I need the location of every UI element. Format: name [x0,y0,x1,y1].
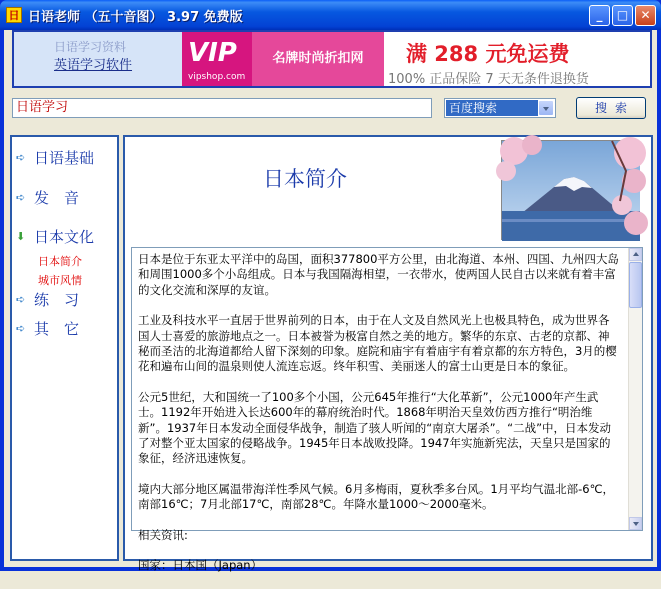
sidebar-item-label: 发 音 [34,189,80,207]
search-input[interactable]: 日语学习 [12,98,432,118]
sidebar-item-label: 练 习 [34,291,80,309]
page-title: 日本简介 [263,167,347,191]
article-text [138,252,620,589]
arrow-right-icon: ➪ [16,322,26,335]
app-icon: 日 [6,7,22,23]
vip-slogan[interactable]: 名牌时尚折扣网 [252,32,384,86]
arrow-down-icon: ⬇ [16,230,26,243]
client-area [4,30,657,573]
sidebar-item-practice[interactable] [16,289,79,311]
article-paragraph: 公元5世纪，大和国统一了100多个小国，公元645年推行“大化革新”，公元1000年产生武士。1192年开始进入长达600年的幕府统治时代。1868年明治天皇效仿西方推行“明治维新”。1937年日本发动全面侵华战争，制造了骇人听闻的“南京大屠杀”。“二战”中，日本发动了对整个亚太国家的侵略战争。1945年日本战败投降。1947年实施新宪法，天皇只是国家的象征，经济迅速恢复。 [138,389,612,466]
sidebar-item-label: 日语基础 [34,149,95,167]
sidebar-item-culture[interactable] [16,226,94,248]
scroll-up-button[interactable] [629,248,642,261]
search-button[interactable]: 搜索 [576,97,646,119]
arrow-right-icon: ➪ [16,191,26,204]
ad-banner[interactable] [12,30,652,88]
minimize-button[interactable] [589,5,610,26]
window-title: 日语老师 （五十音图） 3.97 免费版 [28,10,243,25]
mount-fuji-icon [502,141,640,241]
sidebar-item-label: 其 它 [34,320,80,338]
search-engine-value: 百度搜索 [446,100,538,116]
vip-logo-text: VIP [188,38,237,68]
promo-subtext: 100% 正品保险 7 天无条件退换货 [388,72,589,87]
vertical-scrollbar[interactable] [628,248,642,530]
search-engine-select[interactable] [444,98,556,118]
article-paragraph: 相关资讯: [138,527,188,542]
arrow-right-icon: ➪ [16,151,26,164]
sidebar-item-other[interactable] [16,318,79,340]
text-ad[interactable] [14,32,182,86]
minimize-icon: _ [596,8,603,22]
ad-ghost-text: 日语学习资料 [54,40,127,54]
sidebar-item-label: 日本文化 [34,228,95,246]
article-textbox[interactable] [131,247,643,573]
article-paragraph: 境内大部分地区属温带海洋性季风气候。6月多梅雨，夏秋季多台风。1月平均气温北部-6℃，南部16℃；7月北部17℃，南部28℃。年降水量1000～2000毫米。 [138,481,615,512]
close-icon: ✕ [640,8,651,22]
mount-fuji-image [501,140,639,240]
title-bar[interactable] [0,0,661,30]
ad-link[interactable]: 英语学习软件 [54,58,133,73]
maximize-icon: □ [616,8,629,22]
sidebar [10,135,119,561]
promo-text: 满 288 元免运费 [406,42,570,66]
scroll-down-button[interactable] [629,517,642,530]
vip-promo[interactable] [384,32,650,86]
article-paragraph: 国家：日本国（Japan） [138,558,263,573]
article-paragraph: 工业及科技水平一直居于世界前列的日本，由于在人文及自然风光上也极具特色，成为世界各国人士喜爱的旅游地点之一。日本被誉为极富自然之美的地方。繁华的东京、古老的京都、神秘而圣洁的北海道都给人留下深刻的印象。庭院和庙宇有着庙宇有着京都的东方特色，3月的樱花和遍布山间的温泉则使人流连忘返。终年积雪、美丽迷人的富士山更是日本的象征。 [138,313,617,374]
content-panel [123,135,653,573]
vip-site-text: vipshop.com [188,72,246,82]
maximize-button[interactable] [612,5,633,26]
vipshop-logo[interactable] [182,32,252,86]
scroll-thumb[interactable] [629,262,642,308]
arrow-right-icon: ➪ [16,293,26,306]
sidebar-subitem-city[interactable]: 城市风情 [38,274,82,287]
article-paragraph: 日本是位于东亚太平洋中的岛国，面积377800平方公里，由北海道、本州、四国、九州四大岛和周围1000多个小岛组成。日本与我国隔海相望，一衣带水，使两国人民自古以来就有着丰富的文化交流和深厚的友谊。 [138,252,619,297]
sidebar-item-pronunciation[interactable] [16,187,79,209]
sidebar-subitem-japan-intro[interactable]: 日本简介 [38,255,82,268]
sidebar-item-basics[interactable] [16,147,94,169]
chevron-down-icon[interactable] [538,100,554,116]
close-button[interactable] [635,5,656,26]
